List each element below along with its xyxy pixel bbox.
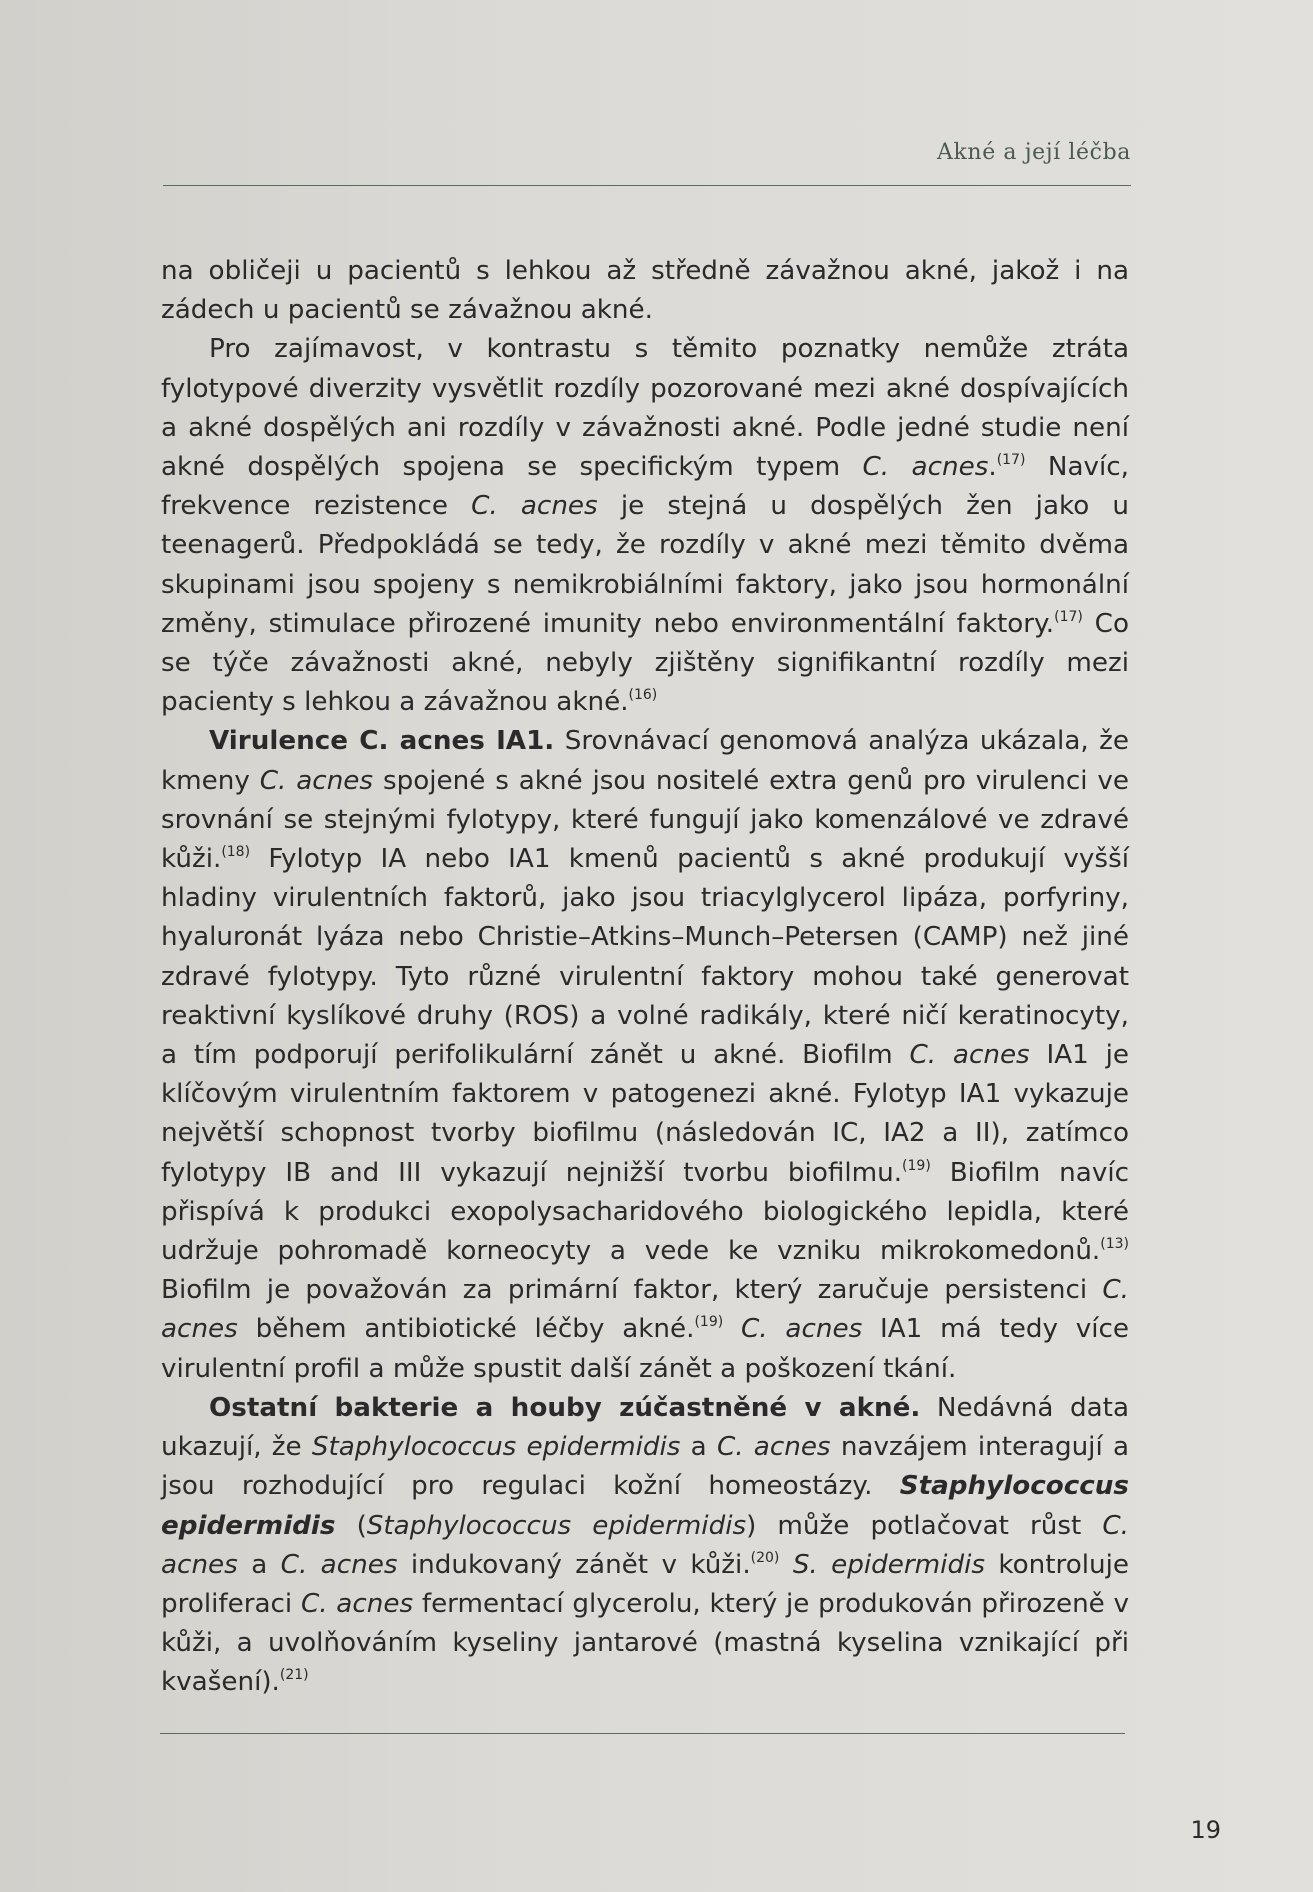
text-run: Navíc, frekvence rezistence (161, 452, 1129, 522)
citation-ref: (18) (221, 844, 251, 861)
text-run: spojené s akné jsou nositelé extra genů pro virulenci ve srovnání se stejnými fylotypy, které fungují jako komenzálové ve zdravé kůži. (161, 765, 1130, 875)
text-run: na obličeji u pacientů s lehkou až středně závažnou akné, jakož i na zádech u pacientů se závažnou akné. (161, 256, 1129, 326)
bold-italic-term: Staphylococcus epidermidis (161, 1471, 1129, 1541)
italic-term: C. acnes (471, 491, 598, 522)
italic-term: C. acnes (161, 1275, 1129, 1345)
paragraph (161, 1389, 1129, 1703)
italic-term: C. acnes (161, 1510, 1129, 1580)
italic-term: C. acnes (300, 1588, 414, 1619)
citation-ref: (21) (279, 1667, 309, 1684)
section-lead: Ostatní bakterie a houby zúčastněné v akné. (209, 1392, 921, 1423)
running-head: Akné a její léčba (937, 140, 1131, 165)
citation-ref: (20) (750, 1549, 780, 1566)
text-run (779, 1550, 792, 1580)
page-number: 19 (1190, 1816, 1221, 1844)
body-text (161, 252, 1129, 1703)
citation-ref: (17) (996, 452, 1026, 469)
italic-term: S. epidermidis (792, 1549, 985, 1580)
text-run (723, 1314, 741, 1344)
italic-term: C. acnes (741, 1314, 863, 1345)
italic-term: C. acnes (909, 1040, 1030, 1071)
text-run: ( (335, 1510, 367, 1541)
text-run: IA1 je klíčovým virulentním faktorem v patogenezi akné. Fylotyp IA1 vykazuje největší schopnost tvorby biofilmu (následován IC, IA2 a II), zatímco fylotypy IB and III vykazují nejnižší tvorbu biofilmu. (161, 1040, 1129, 1188)
text-run: Biofilm je považován za primární faktor, který zaručuje persistenci (161, 1275, 1103, 1306)
paragraph (161, 722, 1129, 1388)
section-lead: Virulence C. acnes IA1. (209, 726, 555, 757)
text-run: . (988, 452, 997, 483)
text-run: a (237, 1549, 281, 1580)
text-run: ) může potlačovat růst (746, 1510, 1103, 1541)
text-run: a (680, 1432, 717, 1463)
text-run: fermentací glycerolu, který je produkován přirozeně v kůži, a uvolňováním kyseliny jantarové (mastná kyselina vznikající při kvašení). (161, 1588, 1130, 1698)
paragraph (161, 252, 1129, 330)
header-rule (163, 185, 1131, 186)
italic-term: C. acnes (862, 452, 989, 483)
italic-term: C. acnes (259, 765, 374, 796)
paragraph (161, 330, 1129, 722)
citation-ref: (19) (694, 1314, 724, 1331)
text-run: indukovaný zánět v kůži. (397, 1549, 751, 1580)
text-run: navzájem interagují a jsou rozhodující pro regulaci kožní homeostázy. (161, 1432, 1130, 1502)
italic-term: Staphylococcus epidermidis (366, 1510, 747, 1541)
text-run: Pro zajímavost, v kontrastu s těmito poznatky nemůže ztráta fylotypové diverzity vysvětlit rozdíly pozorované mezi akné dospívajících a akné dospělých ani rozdíly v závažnosti akné. Podle jedné studie není akné dospělých spojena se specifickým typem (161, 334, 1129, 483)
italic-term: C. acnes (716, 1432, 831, 1463)
italic-term: C. acnes (280, 1549, 398, 1580)
italic-term: Staphylococcus epidermidis (311, 1432, 681, 1463)
citation-ref: (19) (902, 1157, 931, 1174)
text-run: Fylotyp IA nebo IA1 kmenů pacientů s akné produkují vyšší hladiny virulentních faktorů, jako jsou triacylglycerol lipáza, porfyriny, hyaluronát lyáza nebo Christie–Atkins–Munch–Petersen (CAMP) než jiné zdravé fylotypy. Tyto různé virulentní faktory mohou také generovat reaktivní kyslíkové druhy (ROS) a volné radikály, které ničí keratinocyty, a tím podporují perifolikulární zánět u akné. Biofilm (161, 844, 1129, 1071)
text-run: během antibiotické léčby akné. (237, 1314, 695, 1345)
citation-ref: (13) (1100, 1236, 1129, 1253)
text-run: Biofilm navíc přispívá k produkci exopolysacharidového biologického lepidla, které udržuje pohromadě korneocyty a vede ke vzniku mikrokomedonů. (161, 1157, 1129, 1267)
footer-rule (160, 1733, 1125, 1734)
text-run: IA1 má tedy více virulentní profil a může spustit další zánět a poškození tkání. (161, 1314, 1130, 1384)
text-run: Co se týče závažnosti akné, nebyly zjištěny signifikantní rozdíly mezi pacienty s lehkou a závažnou akné. (161, 608, 1129, 718)
citation-ref: (16) (628, 687, 658, 704)
text-run: Srovnávací genomová analýza ukázala, že kmeny (161, 726, 1130, 796)
text-run: je stejná u dospělých žen jako u teenagerů. Předpokládá se tedy, že rozdíly v akné mezi těmito dvěma skupinami jsou spojeny s nemikrobiálními faktory, jako jsou hormonální změny, stimulace přirozené imunity nebo environmentální faktory. (161, 491, 1129, 639)
text-run: kontroluje proliferaci (161, 1549, 1129, 1619)
text-run: Nedávná data ukazují, že (161, 1392, 1129, 1463)
citation-ref: (17) (1054, 608, 1083, 625)
